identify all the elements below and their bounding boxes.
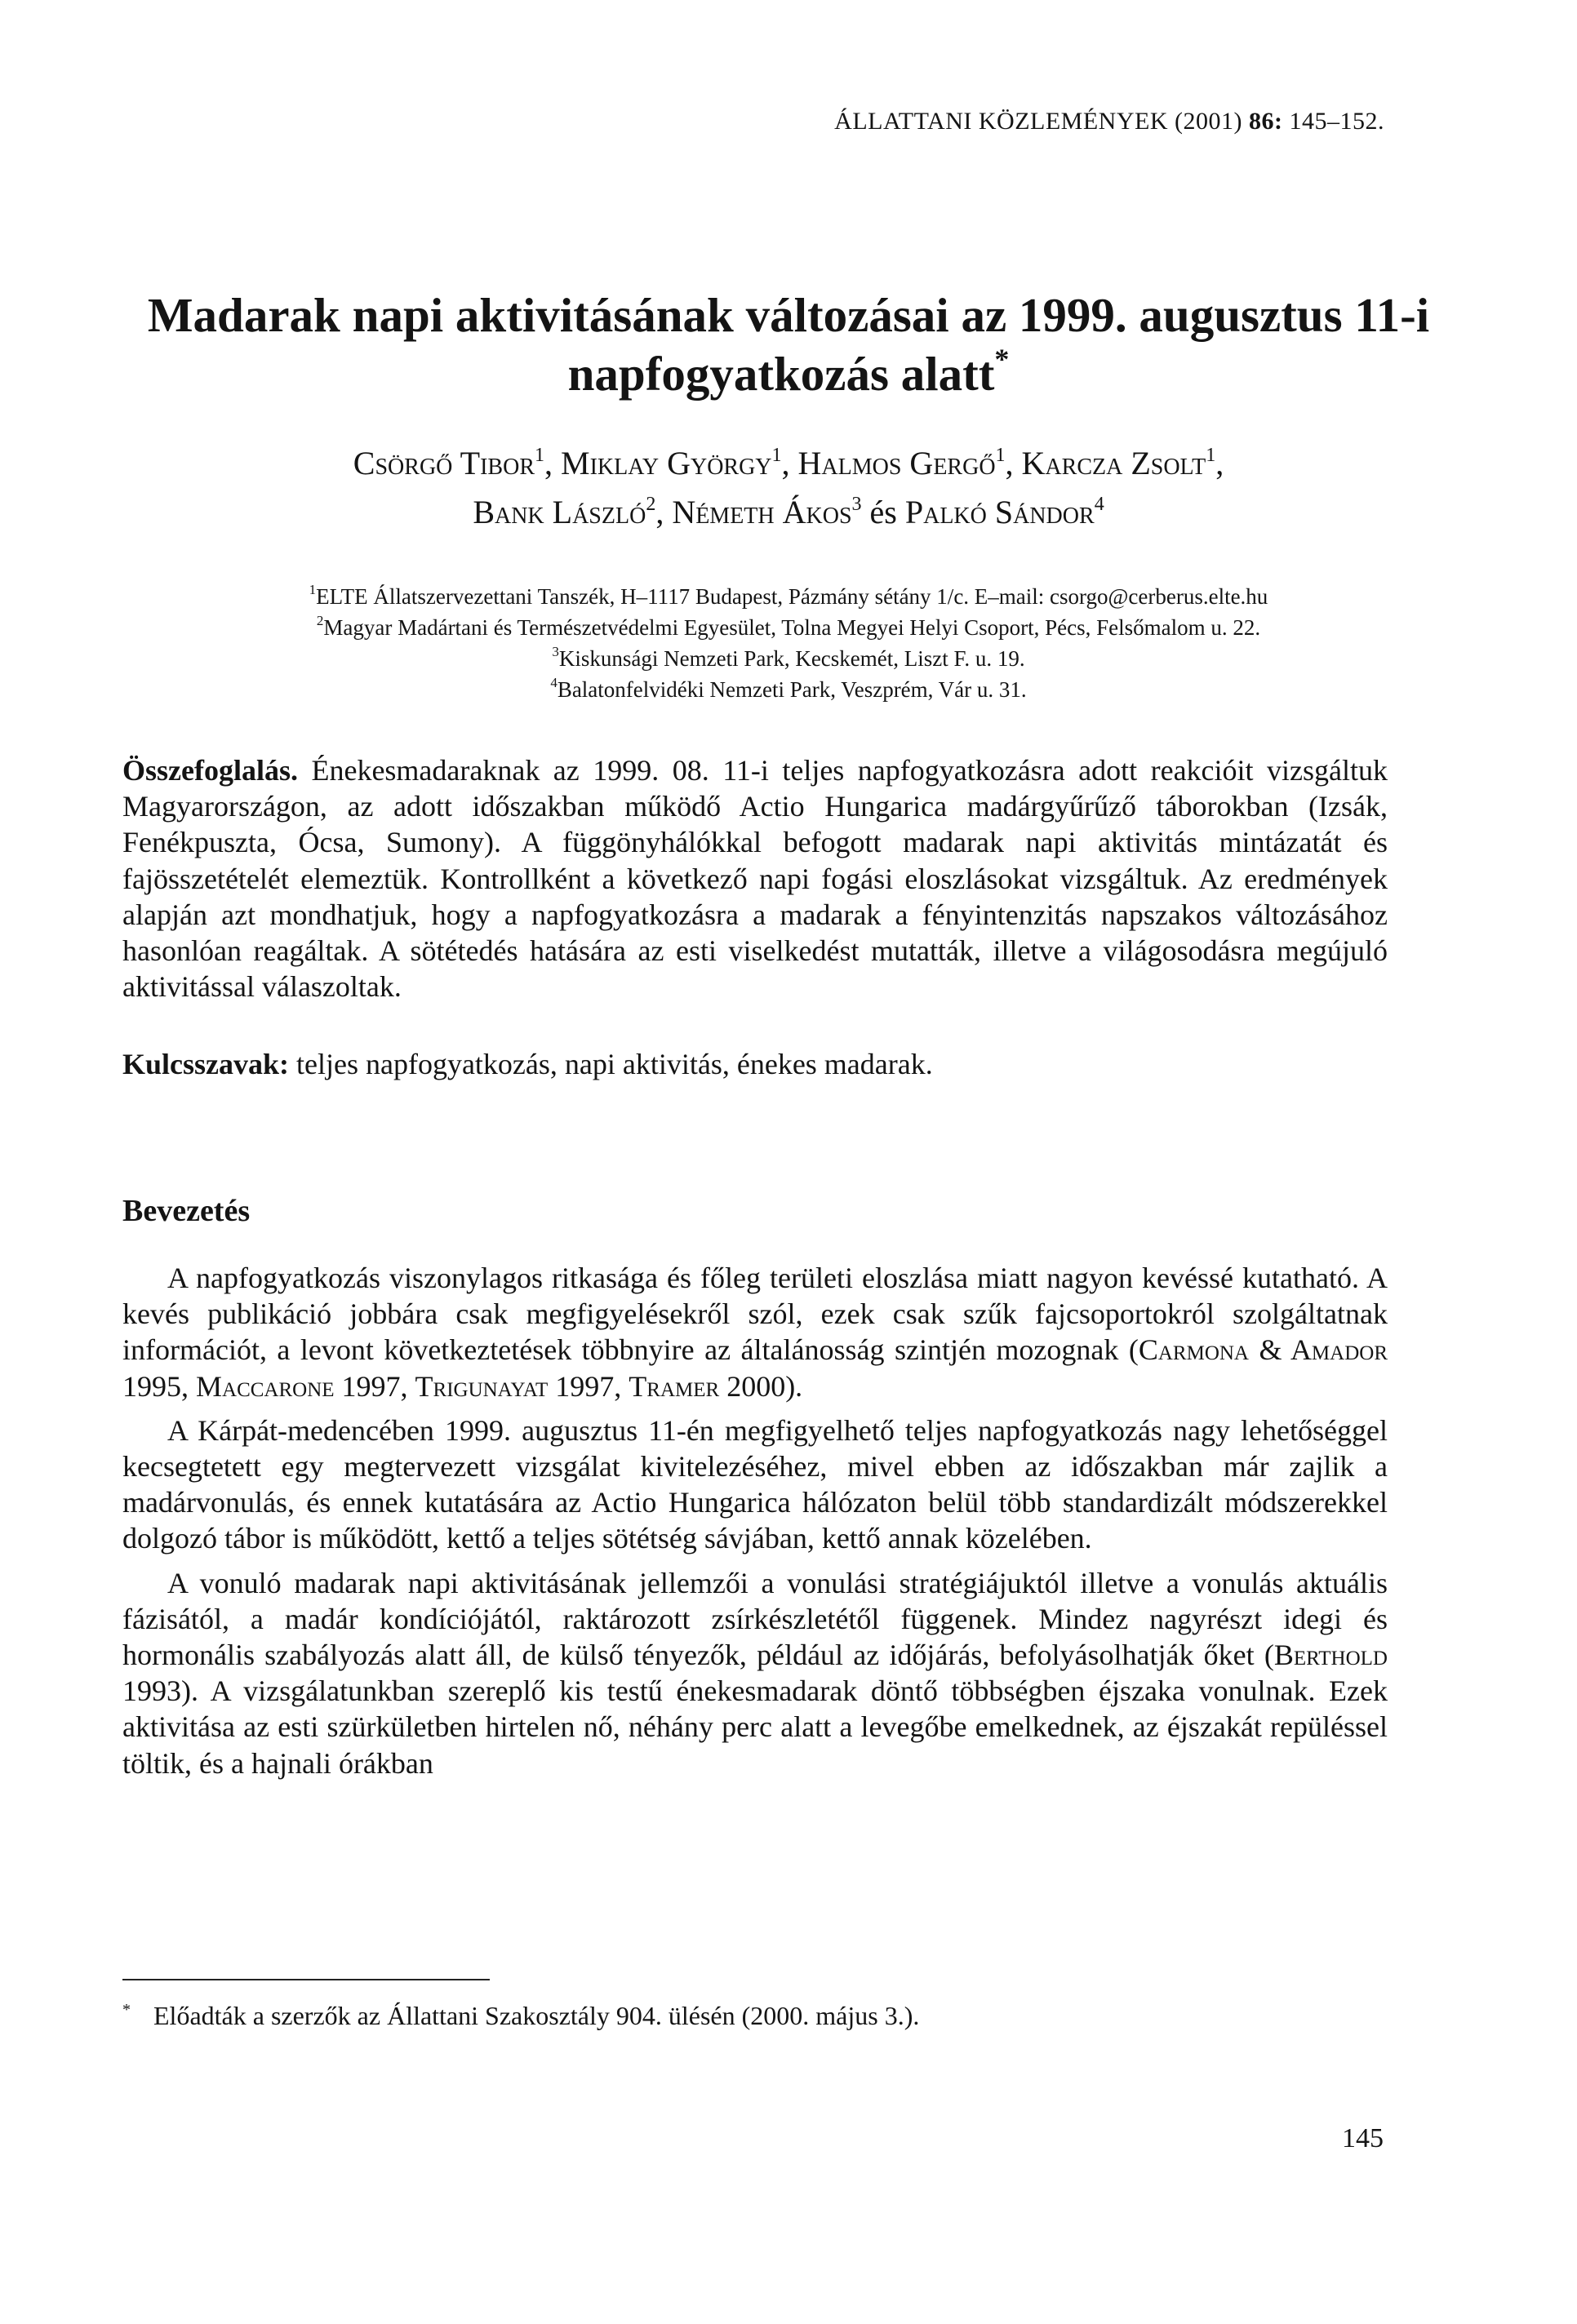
author-line-2: Bank László$^2$, Németh Ákos$^3$ és Palkó Sándor$^4$ <box>473 494 1104 530</box>
keywords-text: teljes napfogyatkozás, napi aktivitás, énekes madarak. <box>296 1048 933 1080</box>
affiliation-3 <box>0 643 1577 674</box>
title-line-1: Madarak napi aktivitásának változásai az 1999. augusztus 11-i <box>147 288 1430 342</box>
paragraph <box>122 1565 1388 1781</box>
author-sup: 2 <box>646 494 656 515</box>
author-sup: 1 <box>771 445 782 466</box>
paper-title <box>0 286 1577 403</box>
keywords-label: Kulcsszavak: <box>122 1048 290 1080</box>
author-sup: 3 <box>851 494 862 515</box>
author-conjunction: és <box>869 494 897 530</box>
citation-author: Maccarone <box>196 1369 335 1403</box>
affiliation-text: Kiskunsági Nemzeti Park, Kecskemét, Liszt F. u. 19. <box>558 646 1025 671</box>
affiliation-1 <box>0 581 1577 612</box>
author-line-1: Csörgő Tibor$^1$, Miklay György$^1$, Halmos Gergő$^1$, Karcza Zsolt$^1$, <box>353 445 1224 481</box>
author-name: Miklay György <box>561 445 772 481</box>
citation-author: Trigunayat <box>415 1369 549 1403</box>
abstract <box>122 752 1388 1005</box>
affiliation-text: Magyar Madártani és Természetvédelmi Egyesület, Tolna Megyei Helyi Csoport, Pécs, Felsőmalom u. 22. <box>323 615 1261 640</box>
footnote <box>122 2001 919 2031</box>
journal-header <box>834 108 1384 135</box>
keywords <box>122 1046 1388 1082</box>
affiliation-text: ELTE Állatszervezettani Tanszék, H–1117 Budapest, Pázmány sétány 1/c. E–mail: csorgo@cerberus.elte.hu <box>316 584 1268 609</box>
abstract-text: Énekesmadaraknak az 1999. 08. 11-i teljes napfogyatkozásra adott reakcióit vizsgáltuk Magyarországon, az adott időszakban működő Actio Hungarica madárgyűrűző táborokban (Izsák, Fenékpuszta, Ócsa, Sumony). A függönyhálókkal befogott madarak napi aktivitás mintázatát és fajösszetételét elemeztük. Kontrollként a következő napi fogási eloszlásokat vizsgáltuk. Az eredmények alapján azt mondhatjuk, hogy a napfogyatkozásra a madarak a fényintenzitás napszakos változásához hasonlóan reagáltak. A sötétedés hatására az esti viselkedést mutatták, illetve a világosodásra megújuló aktivitással válaszoltak. <box>122 754 1388 1004</box>
title-line-2-text: napfogyatkozás alatt <box>567 347 995 401</box>
affiliation-text: Balatonfelvidéki Nemzeti Park, Veszprém, Vár u. 31. <box>557 677 1027 702</box>
paragraph <box>122 1260 1388 1404</box>
author-name: Karcza Zsolt <box>1021 445 1206 481</box>
author-name: Csörgő Tibor <box>353 445 535 481</box>
abstract-label: Összefoglalás. <box>122 754 298 787</box>
author-sup: 1 <box>1206 445 1216 466</box>
citation-author: Berthold <box>1273 1639 1388 1672</box>
author-name: Halmos Gergő <box>797 445 996 481</box>
author-sup: 1 <box>535 445 544 466</box>
author-name: Palkó Sándor <box>904 494 1095 530</box>
affiliation-sup: 4 <box>550 675 558 690</box>
page-number: 145 <box>1342 2123 1384 2153</box>
footnote-mark: * <box>122 2001 131 2020</box>
paragraph-text: A vonuló madarak napi aktivitásának jellemzői a vonulási stratégiájuktól illetve a vonulás aktuális fázisától, a madár kondíciójától, raktározott zsírkészletétől függenek. Mindez nagyrészt idegi és hormonális szabályozás alatt áll, de külső tényezők, például az időjárás, befolyásolhatják őket ( <box>122 1566 1388 1672</box>
affiliation-sup: 2 <box>316 613 324 628</box>
author-sup: 1 <box>995 445 1006 466</box>
author-name: Németh Ákos <box>672 494 852 530</box>
author-sup: 4 <box>1094 494 1104 515</box>
footnote-text: Előadták a szerzők az Állattani Szakosztály 904. ülésén (2000. május 3.). <box>153 2001 920 2030</box>
affiliations <box>0 581 1577 705</box>
journal-name: ÁLLATTANI KÖZLEMÉNYEK (2001) <box>834 108 1242 135</box>
affiliation-sup: 1 <box>309 582 317 597</box>
author-name: Bank László <box>473 494 646 530</box>
footnote-divider <box>122 1979 490 1980</box>
author-list <box>0 439 1577 537</box>
affiliation-4 <box>0 674 1577 705</box>
citation-year: 2000). <box>719 1369 803 1403</box>
title-footnote-mark: * <box>994 343 1010 375</box>
affiliation-2 <box>0 612 1577 643</box>
citation-year: 1995, <box>122 1369 196 1403</box>
paragraph-text: 1993). A vizsgálatunkban szereplő kis testű énekesmadarak döntő többségben éjszaka vonulnak. Ezek aktivitása az esti szürkületben hirtelen nő, néhány perc alatt a levegőbe emelkednek, az éjszakát repüléssel töltik, és a hajnali órákban <box>122 1674 1388 1780</box>
title-line-2 <box>0 344 1577 403</box>
affiliation-sup: 3 <box>552 644 559 659</box>
paragraph-text: A napfogyatkozás viszonylagos ritkasága és főleg területi eloszlása miatt nagyon kevéssé kutatható. A kevés publikáció jobbára csak megfigyelésekről szól, ezek csak szűk fajcsoportokról szolgáltatnak információt, a levont következtetések többnyire az általánosság szintjén mozognak ( <box>122 1262 1388 1367</box>
citation-year: 1997, <box>548 1369 629 1403</box>
journal-volume: 86: <box>1249 108 1283 135</box>
citation-year: 1997, <box>334 1369 415 1403</box>
section-heading-introduction: Bevezetés <box>122 1194 251 1228</box>
citation-author: Carmona & Amador <box>1138 1333 1388 1367</box>
paragraph: A Kárpát-medencében 1999. augusztus 11-én megfigyelhető teljes napfogyatkozás nagy lehetőséggel kecsegtetett egy megtervezett vizsgálat kivitelezéséhez, mivel ebben az időszakban már zajlik a madárvonulás, és ennek kutatására az Actio Hungarica hálózaton belül több standardizált módszerekkel dolgozó tábor is működött, kettő a teljes sötétség sávjában, kettő annak közelében. <box>122 1413 1388 1555</box>
journal-pages: 145–152. <box>1289 108 1384 135</box>
citation-author: Tramer <box>629 1369 720 1403</box>
introduction-body <box>122 1260 1388 1790</box>
